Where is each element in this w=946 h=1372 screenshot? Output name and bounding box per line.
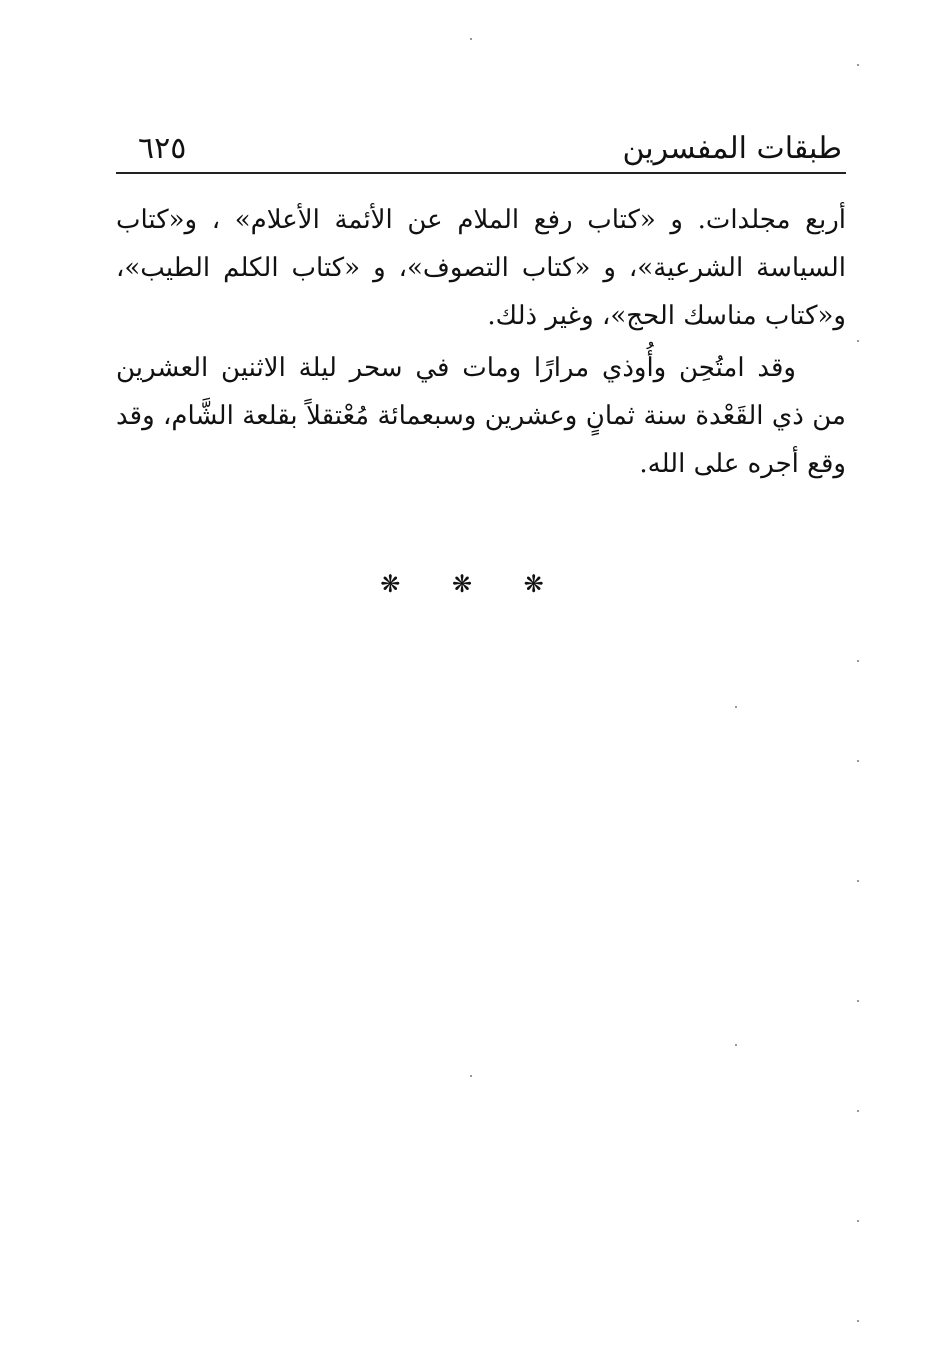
- scan-speckle: [857, 1220, 859, 1222]
- scan-speckle: [857, 880, 859, 882]
- scan-speckles-right: [857, 0, 859, 1372]
- paragraph-book-list: أربع مجلدات. و «كتاب رفع الملام عن الأئمة الأعلام» ، و«كتاب السياسة الشرعية»، و «كتاب التصوف»، و «كتاب الكلم الطيب»، و«كتاب مناسك الحج»، وغير ذلك.: [116, 205, 846, 331]
- scan-speckle: [857, 1320, 859, 1322]
- page-header: [116, 128, 846, 174]
- running-title: طبقات المفسرين: [622, 131, 842, 166]
- scan-speckle: [857, 64, 859, 66]
- scan-speckle: [857, 660, 859, 662]
- scan-speckle: [735, 706, 737, 708]
- section-separator: ❋ ❋ ❋: [380, 570, 566, 598]
- scan-speckle: [470, 1075, 472, 1077]
- scan-speckle: [857, 1110, 859, 1112]
- scan-speckle: [857, 340, 859, 342]
- scan-speckle: [857, 1000, 859, 1002]
- scan-speckle: [470, 38, 472, 40]
- paragraph-death-notice: وقد امتُحِن وأُوذي مرارًا ومات في سحر ليلة الاثنين العشرين من ذي القَعْدة سنة ثمانٍ وعشرين وسبعمائة مُعْتقلاً بقلعة الشَّام، وقد وقع أجره على الله.: [116, 353, 846, 479]
- scan-speckle: [857, 760, 859, 762]
- page-number: ٦٢٥: [138, 131, 187, 166]
- body-text: [116, 196, 846, 488]
- scan-speckle: [735, 1044, 737, 1046]
